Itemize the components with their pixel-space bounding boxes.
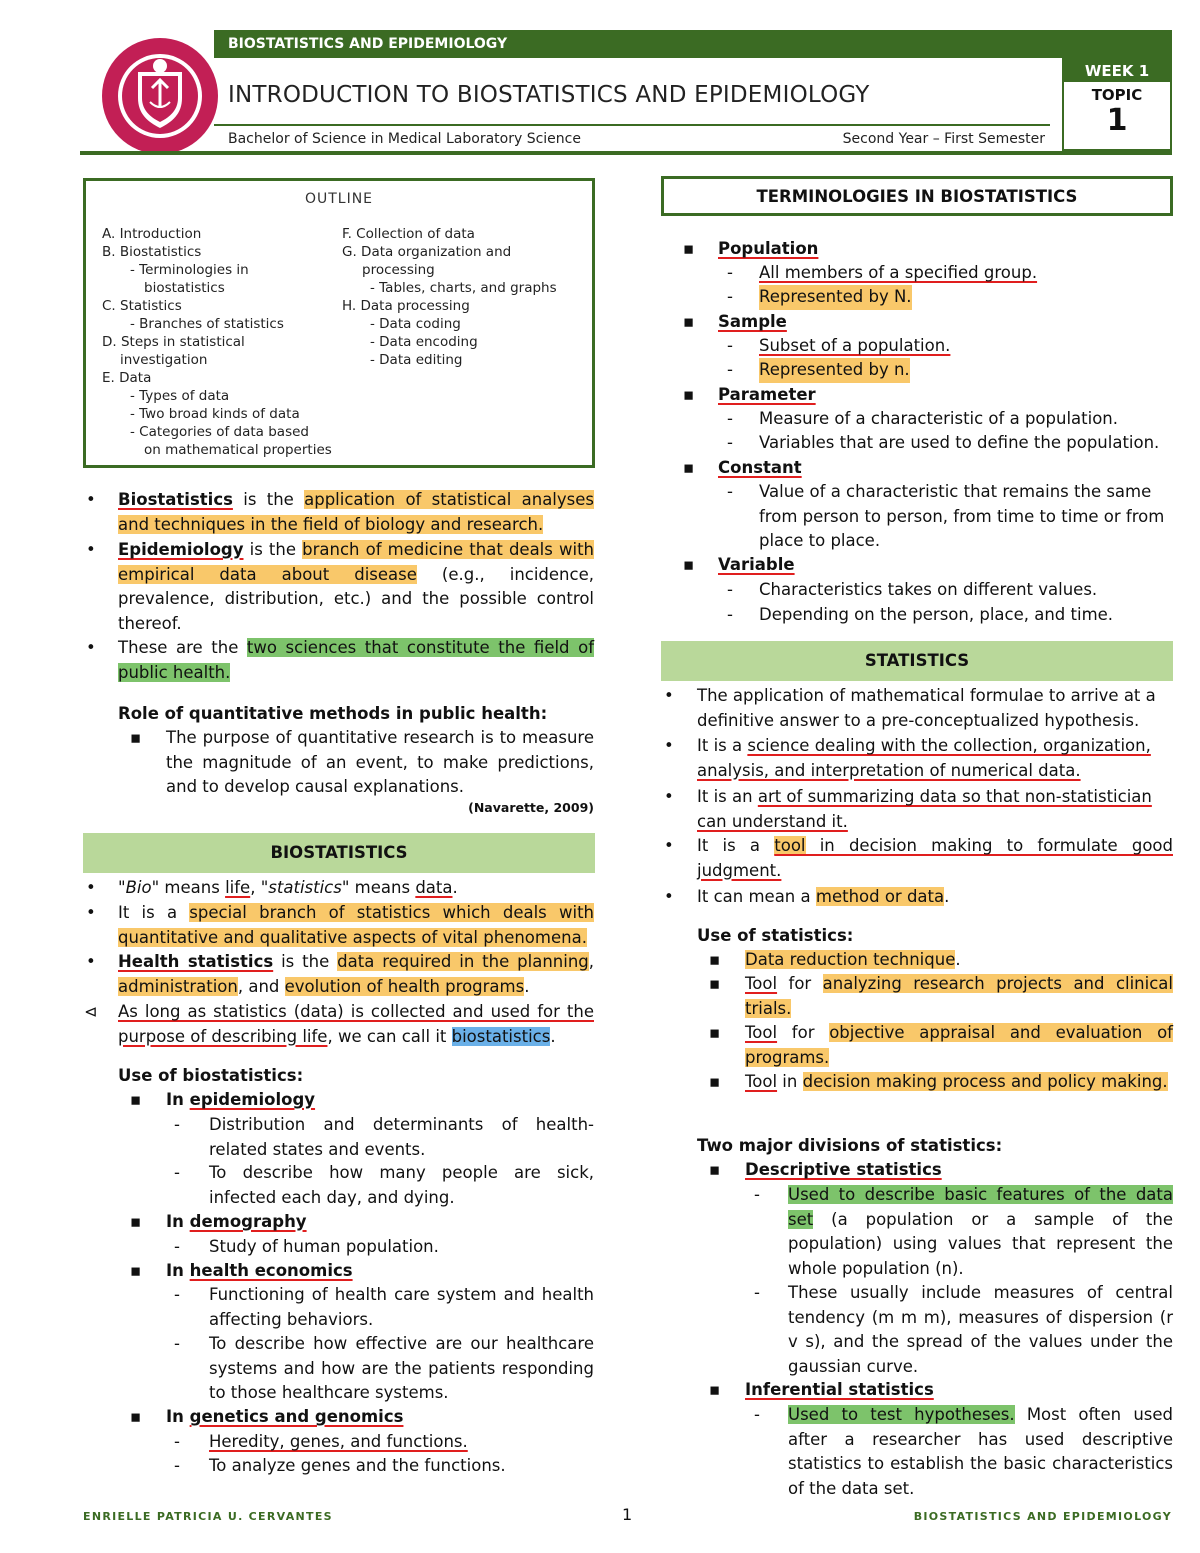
descriptive-measures: These usually include measures of central tendency (m m m), measures of dispersion (r v s), and the spread of the values under the gaussian curve. <box>788 1283 1173 1376</box>
bullet-dot <box>86 950 96 975</box>
use-item: To describe how effective are our healthcare systems and how are the patients responding to those healthcare systems. <box>209 1334 594 1402</box>
square-bullet: ▪ <box>709 1380 721 1399</box>
outline-right-column <box>342 225 557 369</box>
program-name: Bachelor of Science in Medical Laboratory Science <box>228 131 581 147</box>
term-parameter: Parameter <box>718 385 816 404</box>
square-bullet: ▪ <box>709 1023 721 1042</box>
highlight: evolution of health programs <box>284 976 525 996</box>
square-bullet: ▪ <box>709 1072 721 1091</box>
text: It is a <box>118 903 190 922</box>
arrow-bullet-icon: ⊲ <box>84 1002 98 1021</box>
public-health-statement <box>118 636 594 685</box>
outline-item: - Data encoding <box>370 334 478 350</box>
text: Tool <box>745 1072 778 1091</box>
text: Tool <box>745 974 778 993</box>
semester-label: Second Year – First Semester <box>842 131 1045 147</box>
text: . <box>944 887 950 906</box>
use-item: Functioning of health care system and health affecting behaviors. <box>209 1285 594 1329</box>
outline-item: biostatistics <box>144 280 225 296</box>
use-epidemiology <box>166 1088 315 1113</box>
highlight: two sciences that constitute the field of public health. <box>118 638 595 682</box>
text: is the <box>243 540 303 559</box>
topic-label: TOPIC <box>1091 86 1143 104</box>
highlight: decision making process and policy making. <box>802 1072 1168 1091</box>
dash: - <box>174 1237 180 1256</box>
use-of-statistics-heading: Use of statistics: <box>697 926 854 945</box>
descriptive-statistics-title: Descriptive statistics <box>745 1160 942 1179</box>
highlight: special branch of statistics which deals with quantitative and qualitative aspects of vital phenomena. <box>118 903 594 947</box>
highlight: application of statistical analyses and techniques in the field of biology and research. <box>118 490 594 534</box>
outline-item: C. Statistics <box>102 298 182 314</box>
text: science dealing with the collection, organization, analysis, and interpretation of numerical data. <box>697 736 1151 780</box>
dash: - <box>727 409 733 428</box>
use-item: Study of human population. <box>209 1237 439 1256</box>
text: It is a <box>697 736 748 755</box>
inferential-statistics-title: Inferential statistics <box>745 1380 934 1399</box>
outline-item: - Types of data <box>130 388 230 404</box>
term-population: Population <box>718 239 819 258</box>
statistics-use <box>745 1021 1173 1070</box>
outline-item: - Terminologies in <box>130 262 249 278</box>
square-bullet: ▪ <box>683 458 695 477</box>
term-biostatistics: Biostatistics <box>118 490 233 509</box>
divisions-heading: Two major divisions of statistics: <box>697 1136 1003 1155</box>
square-bullet: ▪ <box>683 555 695 574</box>
text: demography <box>189 1212 307 1231</box>
section-header-statistics: STATISTICS <box>661 641 1173 681</box>
square-bullet: ▪ <box>130 728 142 747</box>
use-item: Heredity, genes, and functions. <box>209 1432 468 1451</box>
outline-item: - Branches of statistics <box>130 316 284 332</box>
bullet-dot <box>664 734 674 759</box>
square-bullet: ▪ <box>709 974 721 993</box>
use-item: To analyze genes and the functions. <box>209 1456 506 1475</box>
square-bullet: ▪ <box>130 1090 142 1109</box>
outline-title: OUTLINE <box>304 191 374 207</box>
text: In <box>166 1261 190 1280</box>
week-label: WEEK 1 <box>1064 60 1170 82</box>
epidemiology-definition <box>118 538 594 636</box>
outline-item: F. Collection of data <box>342 226 475 242</box>
text: In <box>166 1212 190 1231</box>
highlight: data required in the planning <box>337 952 589 971</box>
citation: (Navarette, 2009) <box>468 800 594 815</box>
text: , <box>588 952 594 971</box>
term-detail: All members of a specified group. <box>759 263 1038 282</box>
term-variable: Variable <box>718 555 795 574</box>
page-number: 1 <box>622 1505 633 1524</box>
square-bullet: ▪ <box>709 1160 721 1179</box>
square-bullet: ▪ <box>683 312 695 331</box>
text: genetics and genomics <box>189 1407 404 1426</box>
bullet-dot <box>664 834 674 859</box>
highlight: method or data <box>815 887 945 906</box>
term-detail: Subset of a population. <box>759 336 951 355</box>
outline-item: G. Data organization and <box>342 244 512 260</box>
outline-item: - Data coding <box>370 316 461 332</box>
text: In <box>166 1090 190 1109</box>
descriptive-definition <box>788 1183 1173 1281</box>
dash: - <box>754 1185 760 1204</box>
dash: - <box>174 1163 180 1182</box>
section-header-biostatistics: BIOSTATISTICS <box>83 833 595 873</box>
text: for <box>777 974 823 993</box>
statistics-point: The application of mathematical formulae to arrive at a definitive answer to a pre-conceptualized hypothesis. <box>697 686 1156 730</box>
outline-item: E. Data <box>102 370 152 386</box>
dash: - <box>727 336 733 355</box>
dash: - <box>727 263 733 282</box>
text: in decision making to formulate good judgment. <box>697 836 1173 880</box>
statistics-use <box>745 948 961 973</box>
biostatistics-definition <box>118 488 594 537</box>
dash: - <box>174 1115 180 1134</box>
square-bullet: ▪ <box>130 1261 142 1280</box>
outline-item: B. Biostatistics <box>102 244 202 260</box>
statistics-use <box>745 972 1173 1021</box>
document-title: INTRODUCTION TO BIOSTATISTICS AND EPIDEMIOLOGY <box>228 82 870 108</box>
outline-box <box>83 178 595 468</box>
university-seal-logo <box>100 36 220 156</box>
term-sample: Sample <box>718 312 787 331</box>
biostatistics-usage-note <box>118 1000 594 1049</box>
footer-course: BIOSTATISTICS AND EPIDEMIOLOGY <box>913 1510 1172 1523</box>
use-of-biostatistics-heading: Use of biostatistics: <box>118 1066 304 1085</box>
inferential-definition <box>788 1403 1173 1501</box>
dash: - <box>174 1456 180 1475</box>
square-bullet: ▪ <box>683 385 695 404</box>
header-bottom-rule <box>80 151 1172 155</box>
text: , and <box>237 976 285 996</box>
text: , we can call it <box>327 1026 452 1046</box>
term-constant: Constant <box>718 458 802 477</box>
term-detail: Depending on the person, place, and time. <box>759 605 1114 624</box>
dash: - <box>727 482 733 501</box>
bullet-dot <box>664 785 674 810</box>
term-detail: Characteristics takes on different values. <box>759 580 1098 599</box>
term-detail: Represented by n. <box>759 358 910 383</box>
text: . <box>550 1026 556 1046</box>
bullet-dot <box>86 538 96 563</box>
dash: - <box>727 287 733 306</box>
header-divider <box>214 124 1050 126</box>
text: data <box>415 878 453 897</box>
text: " <box>118 878 126 897</box>
bio-branch <box>118 901 594 950</box>
statistics-point <box>697 785 1173 834</box>
week-topic-box <box>1062 58 1172 151</box>
text: Bio <box>125 878 152 897</box>
text: As long as statistics (data) is collected and used for the purpose of describing life <box>118 1002 594 1046</box>
dash: - <box>754 1283 760 1302</box>
dash: - <box>727 360 733 379</box>
outline-item: H. Data processing <box>342 298 470 314</box>
text: , <box>250 878 261 897</box>
highlight: biostatistics <box>451 1026 551 1046</box>
term-detail: Variables that are used to define the population. <box>759 433 1160 452</box>
text: It can mean a <box>697 887 816 906</box>
dash: - <box>727 605 733 624</box>
use-genetics <box>166 1405 403 1430</box>
highlight: branch of medicine that deals with empirical data about disease <box>118 540 594 584</box>
bio-meaning <box>118 876 594 901</box>
term-detail: Value of a characteristic that remains the same from person to person, from time to time or from place to place. <box>759 482 1165 550</box>
text: (e.g., incidence, prevalence, distribution, etc.) and the possible control thereof. <box>118 564 594 633</box>
term-epidemiology: Epidemiology <box>118 540 244 559</box>
statistics-point <box>697 734 1173 783</box>
outline-item: processing <box>362 262 435 278</box>
text: health economics <box>189 1261 353 1280</box>
statistics-use <box>745 1070 1173 1095</box>
highlight: objective appraisal and evaluation of programs. <box>745 1023 1173 1067</box>
square-bullet: ▪ <box>130 1212 142 1231</box>
text: means <box>349 878 416 897</box>
text: life <box>225 878 251 897</box>
outline-item: investigation <box>120 352 208 368</box>
role-heading: Role of quantitative methods in public health: <box>118 704 548 723</box>
role-text: The purpose of quantitative research is to measure the magnitude of an event, to make predictions, and to develop causal explanations. <box>166 728 594 796</box>
highlight: analyzing research projects and clinical trials. <box>745 974 1173 1018</box>
outline-item: D. Steps in statistical <box>102 334 245 350</box>
outline-item: - Tables, charts, and graphs <box>370 280 557 296</box>
course-banner <box>214 30 1172 58</box>
text: is the <box>232 490 305 509</box>
outline-item: - Data editing <box>370 352 463 368</box>
text: "statistics" <box>260 878 350 897</box>
topic-number: 1 <box>1106 103 1128 138</box>
text: epidemiology <box>189 1090 316 1109</box>
square-bullet: ▪ <box>130 1407 142 1426</box>
statistics-point <box>697 834 1173 883</box>
use-item: To describe how many people are sick, infected each day, and dying. <box>209 1163 594 1207</box>
use-item: Distribution and determinants of health-related states and events. <box>209 1115 594 1159</box>
square-bullet: ▪ <box>709 950 721 969</box>
text: is the <box>273 952 338 971</box>
text: . <box>524 976 530 996</box>
text: (a population or a sample of the population) using values that represent the whole population (n). <box>788 1209 1173 1278</box>
bullet-dot <box>86 876 96 901</box>
text: for <box>777 1023 830 1042</box>
text: In <box>166 1407 190 1426</box>
dash: - <box>727 580 733 599</box>
statistics-point <box>697 885 1173 910</box>
square-bullet: ▪ <box>683 239 695 258</box>
text: " means <box>151 878 226 897</box>
section-header-terminologies: TERMINOLOGIES IN BIOSTATISTICS <box>661 176 1173 216</box>
outline-item: - Categories of data based <box>130 424 309 440</box>
text: Tool <box>745 1023 778 1042</box>
highlight: Used to describe basic features of the data set <box>788 1185 1173 1229</box>
use-health-economics <box>166 1259 353 1284</box>
dash: - <box>727 433 733 452</box>
text: art of summarizing data so that non-statistician can understand it. <box>697 787 1152 831</box>
health-statistics <box>118 950 594 999</box>
highlight: Used to test hypotheses. <box>788 1405 1015 1424</box>
bullet-dot <box>86 901 96 926</box>
term-health-statistics: Health statistics <box>118 952 274 971</box>
outline-item: on mathematical properties <box>144 442 332 458</box>
course-name: BIOSTATISTICS AND EPIDEMIOLOGY <box>228 36 508 52</box>
bullet-dot <box>664 885 674 910</box>
highlight: tool <box>774 836 806 855</box>
term-detail: Measure of a characteristic of a population. <box>759 409 1118 428</box>
bullet-dot <box>86 636 96 661</box>
bullet-dot <box>86 488 96 513</box>
outline-left-column <box>102 225 332 459</box>
bullet-dot <box>664 684 674 709</box>
dash: - <box>174 1285 180 1304</box>
text: in <box>777 1072 803 1091</box>
highlight: administration <box>118 976 238 996</box>
use-demography <box>166 1210 307 1235</box>
text: These are the <box>118 638 247 657</box>
text: Most often used after a researcher has used descriptive statistics to establish the basic characteristics of the data set. <box>788 1405 1173 1498</box>
highlight: Data reduction technique <box>745 950 956 969</box>
text: It is an <box>697 787 758 806</box>
footer-author: ENRIELLE PATRICIA U. CERVANTES <box>83 1510 333 1523</box>
outline-item: A. Introduction <box>102 226 202 242</box>
dash: - <box>754 1405 760 1424</box>
term-detail: Represented by N. <box>759 285 912 310</box>
outline-item: - Two broad kinds of data <box>130 406 300 422</box>
text: . <box>452 878 458 897</box>
dash: - <box>174 1334 180 1353</box>
dash: - <box>174 1432 180 1451</box>
text: It is a <box>697 836 775 855</box>
text: . <box>955 950 961 969</box>
